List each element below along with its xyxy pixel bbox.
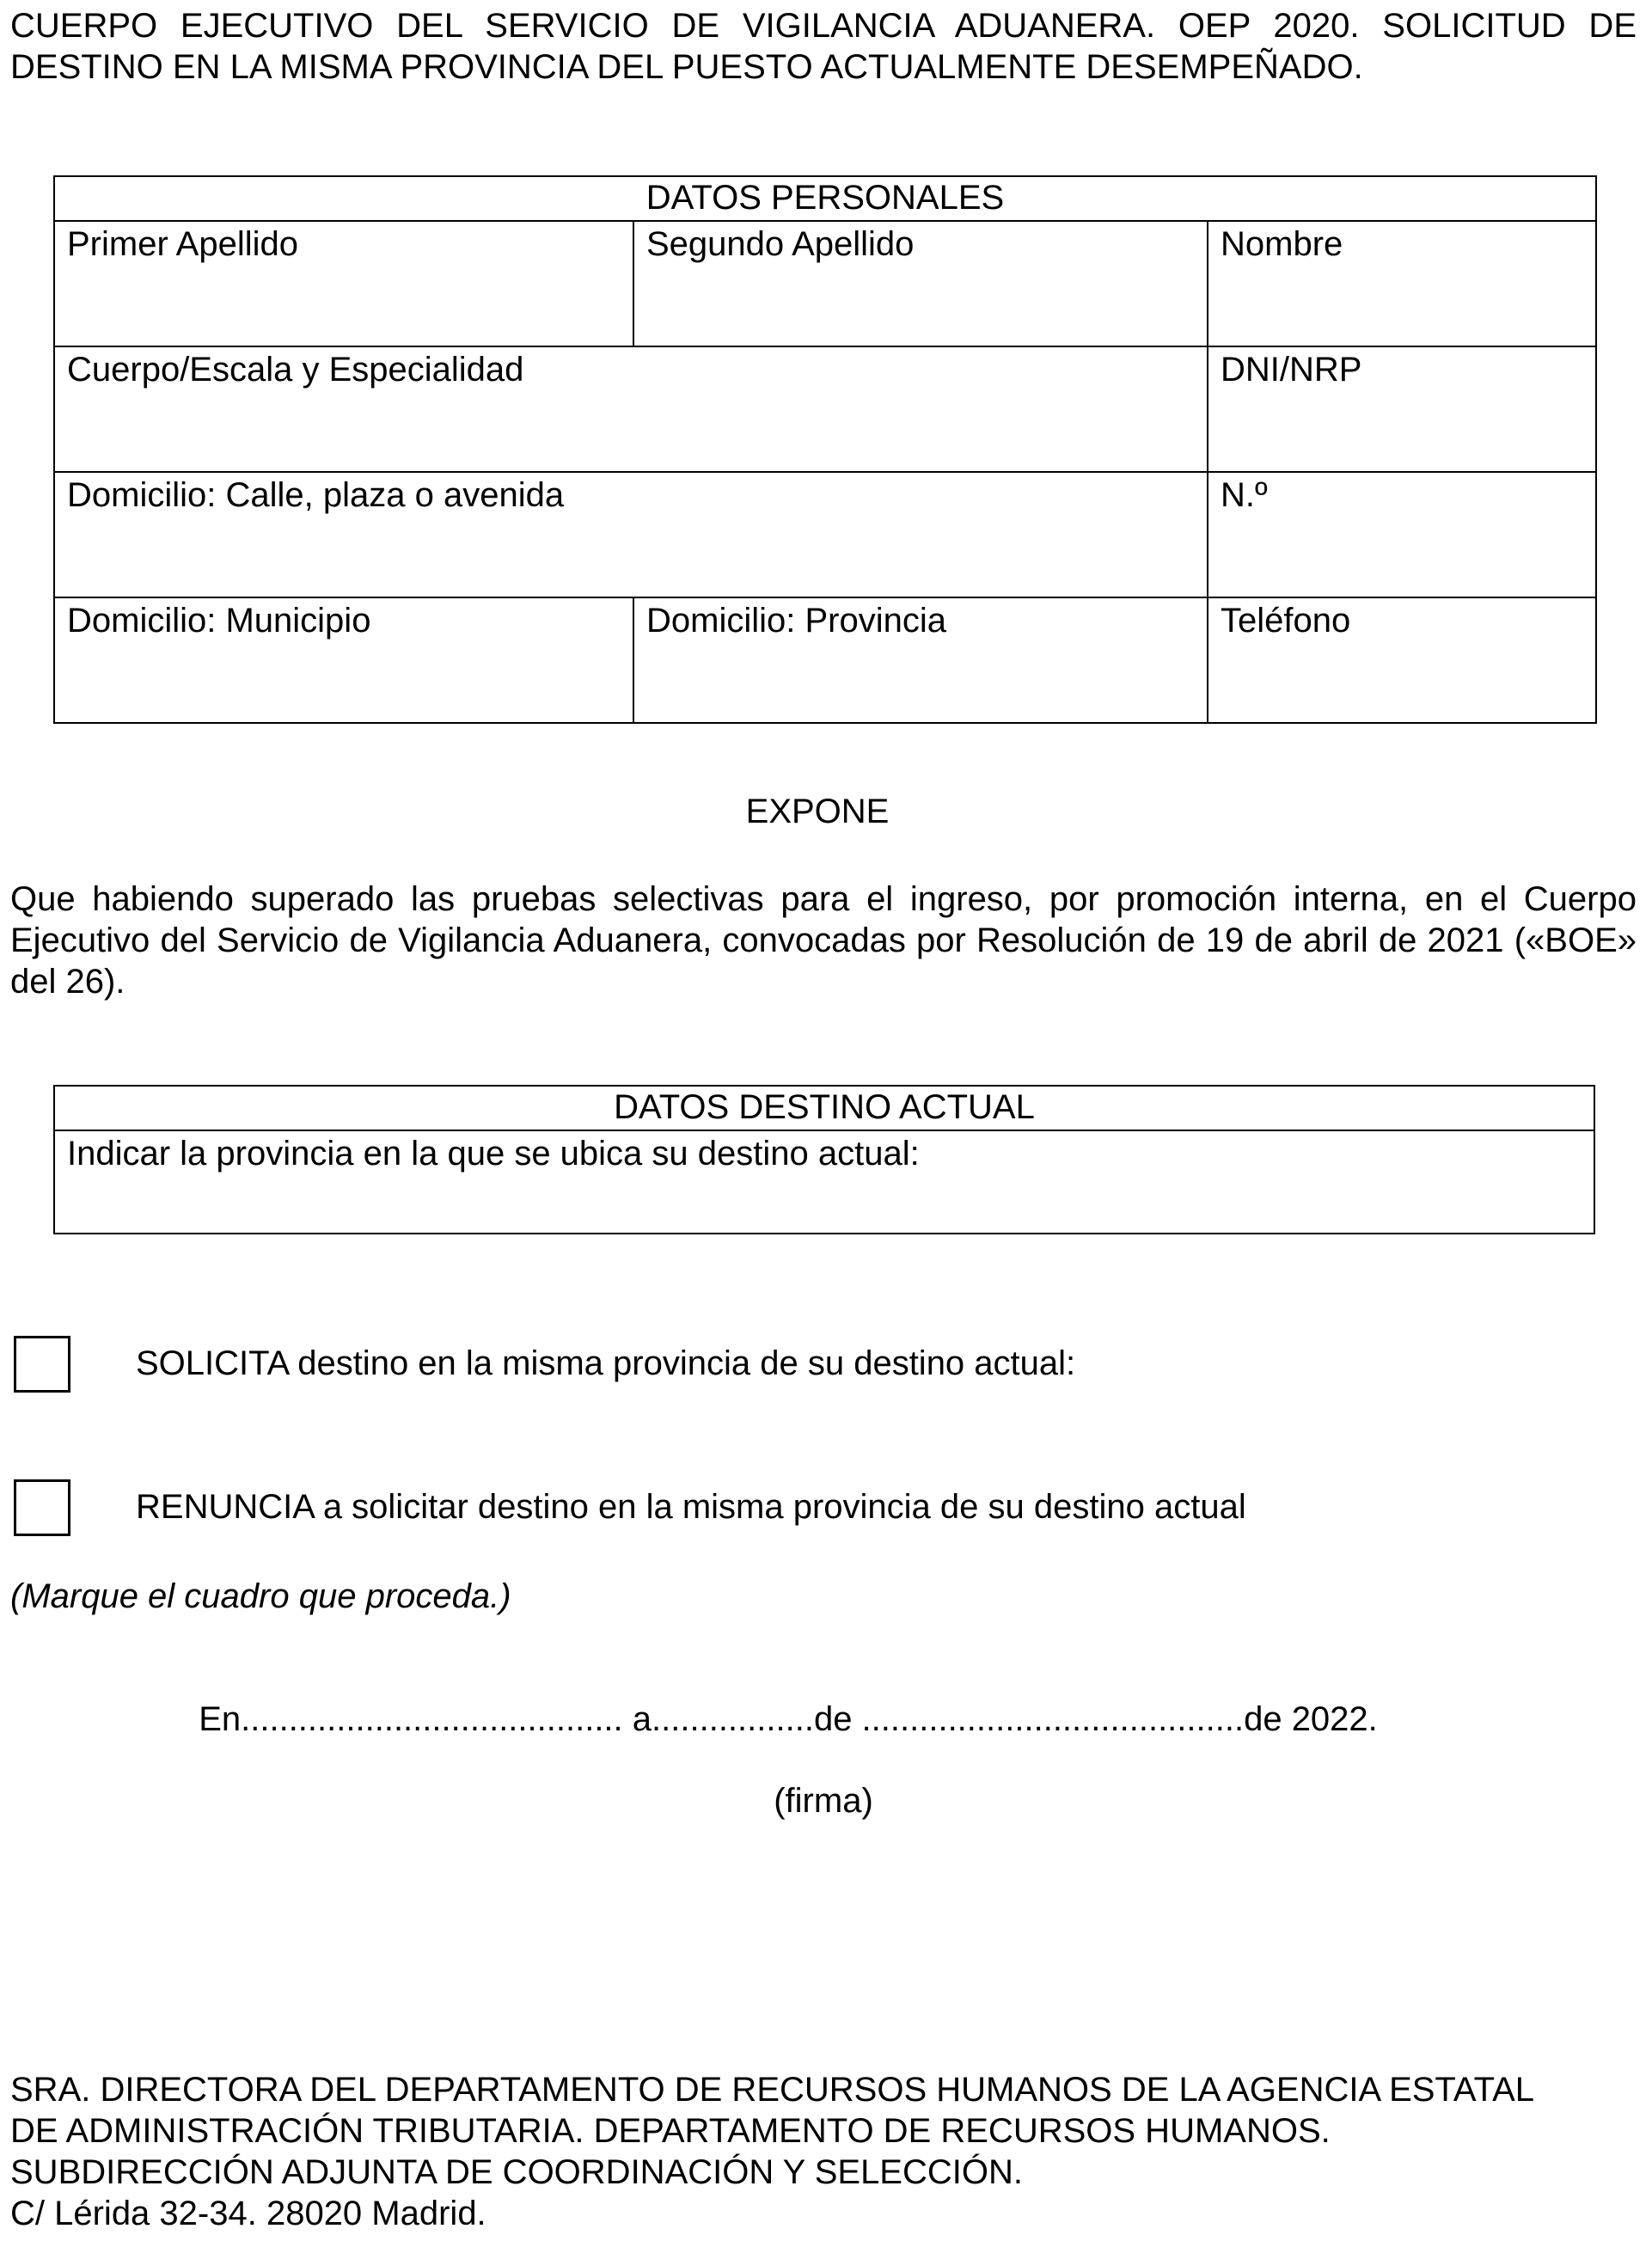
current-posting-table: [53, 1085, 1595, 1234]
recipient-address: [10, 2069, 1534, 2234]
solicita-checkbox[interactable]: [14, 1336, 70, 1393]
expone-text: Que habiendo superado las pruebas selectivas para el ingreso, por promoción interna, en el Cuerpo Ejecutivo del Servicio de Vigilancia Aduanera, convocadas por Resolución de 19 de abril de 2021 («BOE» del 26).: [10, 880, 1637, 1001]
signature-label: (firma): [774, 1782, 873, 1820]
field-provincia-destino[interactable]: Indicar la provincia en la que se ubica su destino actual:: [54, 1130, 1594, 1234]
date-line[interactable]: En........................................ a.................de ........................................de 2022.: [199, 1700, 1378, 1738]
field-telefono[interactable]: Teléfono: [1208, 597, 1596, 723]
recipient-line: SRA. DIRECTORA DEL DEPARTAMENTO DE RECURSOS HUMANOS DE LA AGENCIA ESTATAL: [10, 2071, 1534, 2109]
recipient-line: DE ADMINISTRACIÓN TRIBUTARIA. DEPARTAMENTO DE RECURSOS HUMANOS.: [10, 2112, 1331, 2150]
solicita-label: SOLICITA destino en la misma provincia de su destino actual:: [136, 1344, 1076, 1382]
field-cuerpo-escala[interactable]: Cuerpo/Escala y Especialidad: [54, 346, 1208, 472]
renuncia-checkbox[interactable]: [14, 1479, 70, 1536]
option-solicita: [14, 1336, 1630, 1398]
field-nombre[interactable]: Nombre: [1208, 221, 1596, 346]
recipient-line: SUBDIRECCIÓN ADJUNTA DE COORDINACIÓN Y SELECCIÓN.: [10, 2153, 1023, 2191]
instruction-note: (Marque el cuadro que proceda.): [10, 1577, 511, 1615]
current-posting-heading: DATOS DESTINO ACTUAL: [54, 1086, 1594, 1130]
field-primer-apellido[interactable]: Primer Apellido: [54, 221, 633, 346]
personal-data-heading: DATOS PERSONALES: [54, 176, 1596, 221]
field-dni-nrp[interactable]: DNI/NRP: [1208, 346, 1596, 472]
field-domicilio-provincia[interactable]: Domicilio: Provincia: [633, 597, 1208, 723]
field-domicilio-calle[interactable]: Domicilio: Calle, plaza o avenida: [54, 472, 1208, 597]
field-domicilio-municipio[interactable]: Domicilio: Municipio: [54, 597, 633, 723]
option-renuncia: [14, 1479, 1630, 1541]
renuncia-label: RENUNCIA a solicitar destino en la misma provincia de su destino actual: [136, 1488, 1246, 1526]
recipient-line: C/ Lérida 32-34. 28020 Madrid.: [10, 2195, 486, 2232]
expone-heading: EXPONE: [745, 793, 890, 830]
field-segundo-apellido[interactable]: Segundo Apellido: [633, 221, 1208, 346]
field-numero[interactable]: N.º: [1208, 472, 1596, 597]
personal-data-table: [53, 175, 1597, 724]
document-title: CUERPO EJECUTIVO DEL SERVICIO DE VIGILANCIA ADUANERA. OEP 2020. SOLICITUD DE DESTINO EN LA MISMA PROVINCIA DEL PUESTO ACTUALMENTE DESEMPEÑADO.: [10, 7, 1637, 86]
